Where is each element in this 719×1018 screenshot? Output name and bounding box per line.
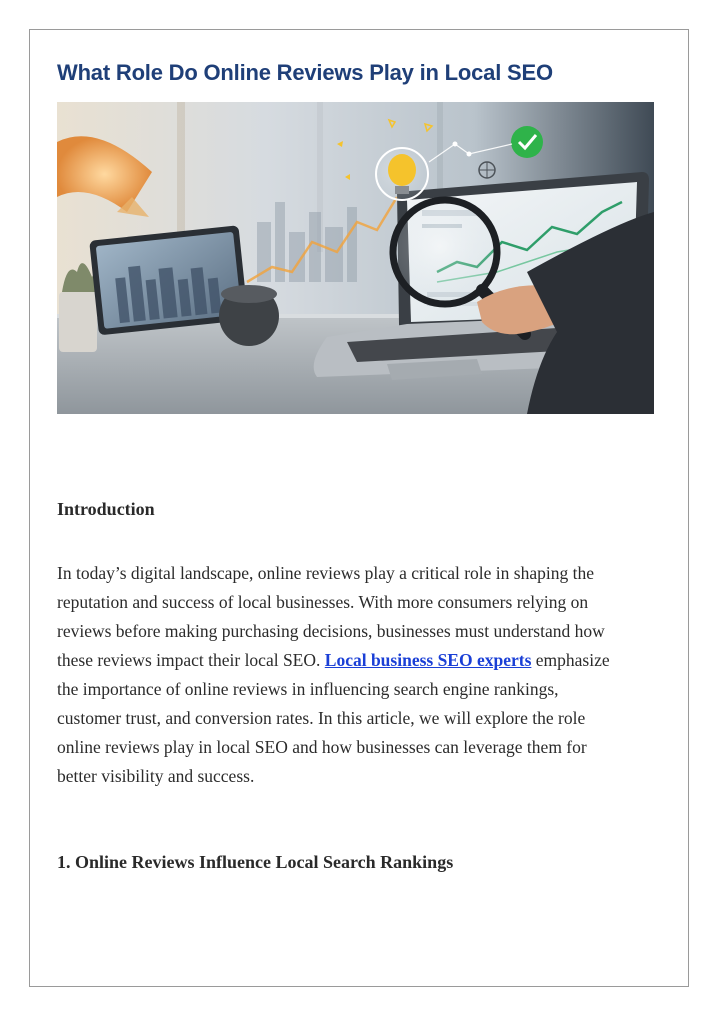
check-icon xyxy=(511,126,543,158)
lightbulb-icon xyxy=(388,154,416,186)
introduction-paragraph xyxy=(57,559,617,791)
section-1-heading: 1. Online Reviews Influence Local Search Rankings xyxy=(57,852,454,872)
paragraph-text-before-link: In today’s digital landscape, online reviews play a critical role in shaping the reputation and success of local businesses. With more consumers relying on reviews before making purchasing decisions, businesses must understand how these reviews impact their local SEO. xyxy=(57,563,605,670)
magnifying-glass-icon xyxy=(390,197,530,337)
introduction-heading: Introduction xyxy=(57,499,155,519)
document-title: What Role Do Online Reviews Play in Local SEO xyxy=(57,60,553,85)
globe-icon xyxy=(479,162,495,178)
local-business-seo-experts-link[interactable]: Local business SEO experts xyxy=(324,650,532,670)
hero-image xyxy=(57,102,654,414)
paragraph-text-after-link: emphasize the importance of online reviews in influencing search engine rankings, customer trust, and conversion rates. In this article, we will explore the role online reviews play in local SEO and how businesses can leverage them for better visibility and success. xyxy=(57,650,610,786)
